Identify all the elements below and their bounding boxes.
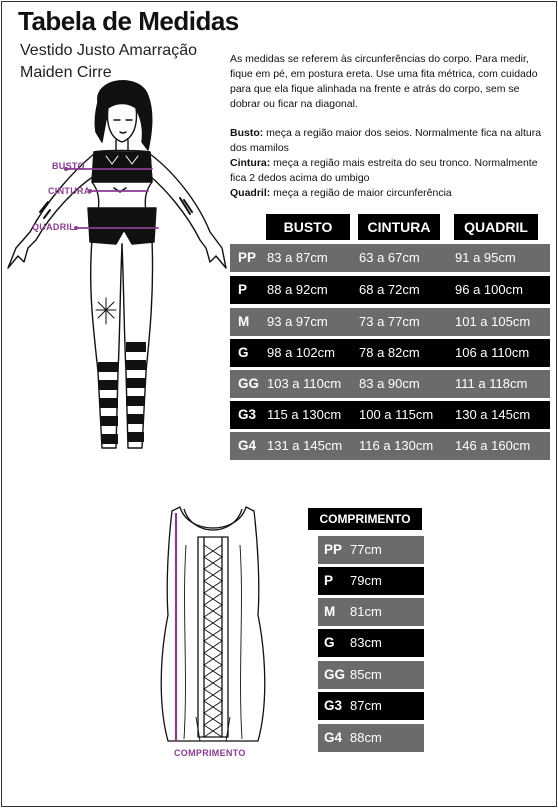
table-row (230, 370, 550, 398)
subtitle-line-1: Vestido Justo Amarração (20, 42, 197, 59)
size-cell: G (238, 345, 249, 360)
table-row (318, 567, 424, 595)
size-cell: G4 (324, 730, 343, 745)
length-cell: 85cm (350, 667, 382, 682)
cintura-cell: 83 a 90cm (359, 376, 420, 391)
measurement-instructions (230, 52, 548, 201)
busto-instruction-text: meça a região maior dos seios. Normalmente fica na altura dos mamilos (230, 127, 542, 154)
header-comprimento: COMPRIMENTO (308, 508, 422, 530)
busto-cell: 131 a 145cm (267, 438, 343, 453)
size-cell: P (324, 573, 334, 588)
table-row (318, 724, 424, 752)
cintura-cell: 116 a 130cm (359, 438, 434, 453)
table-row (318, 692, 424, 720)
busto-cell: 115 a 130cm (267, 407, 342, 422)
table-row (318, 629, 424, 657)
quadril-cell: 106 a 110cm (455, 345, 530, 360)
table-row (230, 432, 550, 460)
cintura-cell: 63 a 67cm (359, 250, 420, 265)
table-row (230, 339, 550, 367)
busto-instruction-label: Busto: (230, 127, 264, 139)
quadril-instruction-text: meça a região de maior circunferência (270, 187, 452, 199)
size-cell: G3 (238, 407, 257, 422)
header-cintura: CINTURA (358, 214, 440, 240)
busto-cell: 93 a 97cm (267, 314, 328, 329)
busto-cell: 103 a 110cm (267, 376, 342, 391)
dress-illustration-icon (158, 505, 268, 763)
table-row (230, 244, 550, 272)
busto-cell: 88 a 92cm (267, 282, 328, 297)
quadril-instruction-label: Quadril: (230, 187, 271, 199)
table-row (318, 661, 424, 689)
size-cell: PP (324, 542, 343, 557)
length-cell: 88cm (350, 730, 382, 745)
quadril-cell: 91 a 95cm (455, 250, 516, 265)
cintura-cell: 68 a 72cm (359, 282, 420, 297)
table-row (230, 308, 550, 336)
page-title: Tabela de Medidas (18, 6, 239, 36)
size-cell: M (324, 604, 336, 619)
cintura-instruction (230, 156, 548, 186)
quadril-cell: 146 a 160cm (455, 438, 531, 453)
table-row (318, 598, 424, 626)
size-cell: G (324, 635, 335, 650)
length-cell: 83cm (350, 635, 382, 650)
size-cell: P (238, 282, 248, 297)
busto-cell: 98 a 102cm (267, 345, 335, 360)
table-row (230, 401, 550, 429)
size-cell: GG (238, 376, 260, 391)
size-cell: GG (324, 667, 346, 682)
woman-illustration-icon (2, 72, 228, 460)
quadril-instruction (230, 186, 548, 201)
length-cell: 81cm (350, 604, 382, 619)
table-row (318, 536, 424, 564)
quadril-figure-label: QUADRIL (32, 222, 76, 232)
length-cell: 79cm (350, 573, 382, 588)
size-cell: PP (238, 250, 257, 265)
size-cell: G4 (238, 438, 257, 453)
cintura-cell: 73 a 77cm (359, 314, 420, 329)
cintura-instruction-text: meça a região mais estreita do seu tronco. Normalmente fica 2 dedos acima do umbigo (230, 157, 538, 184)
cintura-figure-label: CINTURA (48, 186, 91, 196)
cintura-cell: 100 a 115cm (359, 407, 434, 422)
intro-paragraph: As medidas se referem às circunferências do corpo. Para medir, fique em pé, em postura ereta. Use uma fita métrica, com cuidado para que ela fique alinhada na frente e atrás do corpo, sem se dobrar ou ficar na diagonal. (230, 53, 538, 110)
length-cell: 77cm (350, 542, 382, 557)
subtitle-line-2: Maiden Cirre (20, 64, 112, 81)
quadril-cell: 96 a 100cm (455, 282, 523, 297)
busto-cell: 83 a 87cm (267, 250, 328, 265)
size-cell: G3 (324, 698, 343, 713)
cintura-instruction-label: Cintura: (230, 157, 271, 169)
cintura-cell: 78 a 82cm (359, 345, 420, 360)
busto-figure-label: BUSTO (52, 161, 85, 171)
header-quadril: QUADRIL (454, 214, 538, 240)
header-busto: BUSTO (266, 214, 350, 240)
table-row (230, 276, 550, 304)
comprimento-figure-label: COMPRIMENTO (174, 748, 246, 758)
size-cell: M (238, 314, 250, 329)
quadril-cell: 111 a 118cm (455, 376, 528, 391)
busto-instruction (230, 126, 548, 156)
quadril-cell: 130 a 145cm (455, 407, 531, 422)
length-cell: 87cm (350, 698, 382, 713)
quadril-cell: 101 a 105cm (455, 314, 531, 329)
